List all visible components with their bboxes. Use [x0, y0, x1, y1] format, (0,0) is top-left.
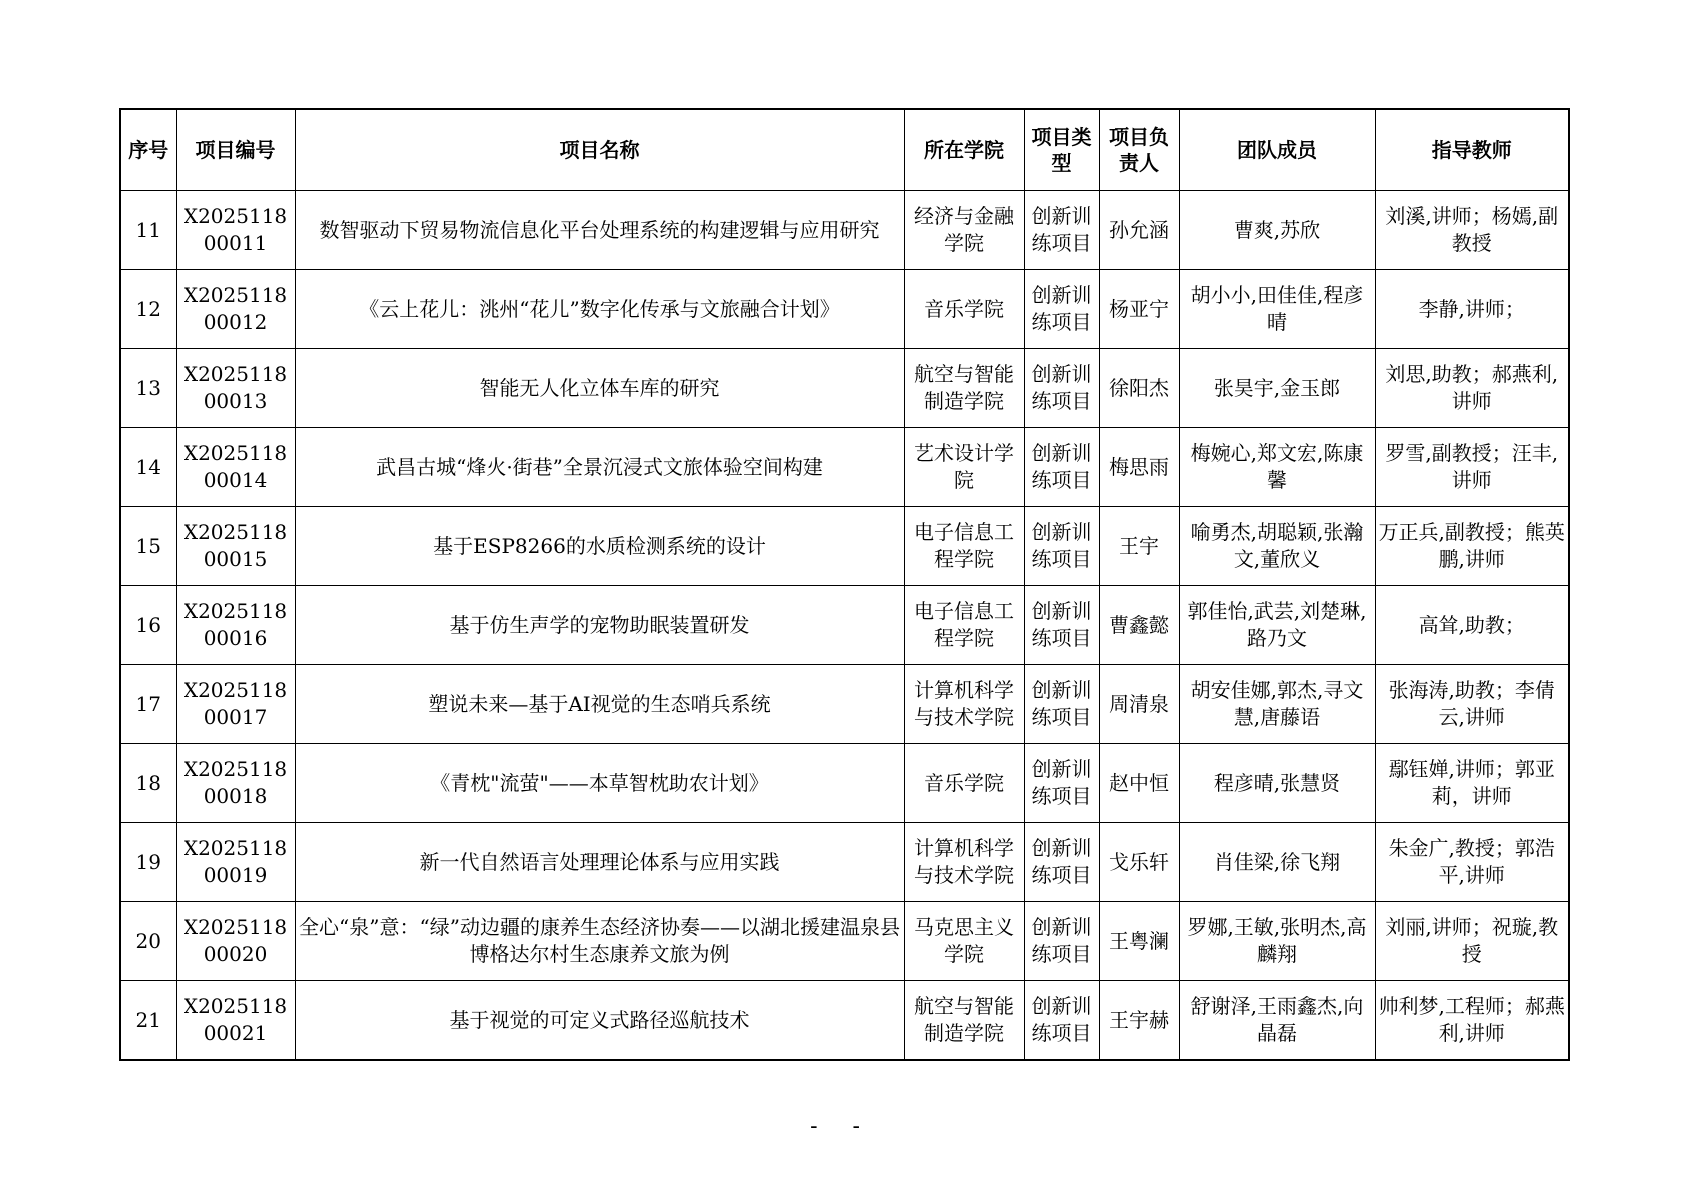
table-row	[120, 981, 1569, 1061]
cell-seq: 12	[120, 270, 176, 349]
cell-members: 胡小小,田佳佳,程彦晴	[1179, 270, 1375, 349]
cell-advisor: 鄢钰婵,讲师；郭亚莉，讲师	[1375, 744, 1569, 823]
cell-name: 基于视觉的可定义式路径巡航技术	[295, 981, 904, 1061]
cell-seq: 21	[120, 981, 176, 1061]
cell-advisor: 朱金广,教授；郭浩平,讲师	[1375, 823, 1569, 902]
cell-seq: 13	[120, 349, 176, 428]
cell-type: 创新训练项目	[1024, 823, 1099, 902]
cell-seq: 16	[120, 586, 176, 665]
cell-leader: 曹鑫懿	[1099, 586, 1179, 665]
table-row	[120, 823, 1569, 902]
cell-college: 电子信息工程学院	[904, 507, 1024, 586]
cell-name: 数智驱动下贸易物流信息化平台处理系统的构建逻辑与应用研究	[295, 191, 904, 270]
table-row	[120, 586, 1569, 665]
cell-type: 创新训练项目	[1024, 665, 1099, 744]
header-college: 所在学院	[904, 109, 1024, 191]
cell-name: 武昌古城“烽火·街巷”全景沉浸式文旅体验空间构建	[295, 428, 904, 507]
table-row	[120, 507, 1569, 586]
cell-college: 经济与金融学院	[904, 191, 1024, 270]
cell-code: X202511800012	[176, 270, 295, 349]
cell-leader: 周清泉	[1099, 665, 1179, 744]
cell-name: 基于ESP8266的水质检测系统的设计	[295, 507, 904, 586]
header-code: 项目编号	[176, 109, 295, 191]
cell-type: 创新训练项目	[1024, 981, 1099, 1061]
cell-name: 《云上花儿：洮州“花儿”数字化传承与文旅融合计划》	[295, 270, 904, 349]
cell-leader: 王宇赫	[1099, 981, 1179, 1061]
cell-code: X202511800018	[176, 744, 295, 823]
cell-leader: 王宇	[1099, 507, 1179, 586]
cell-college: 计算机科学与技术学院	[904, 665, 1024, 744]
header-name: 项目名称	[295, 109, 904, 191]
cell-seq: 20	[120, 902, 176, 981]
project-table	[119, 108, 1570, 1061]
header-leader: 项目负责人	[1099, 109, 1179, 191]
cell-code: X202511800015	[176, 507, 295, 586]
cell-seq: 17	[120, 665, 176, 744]
cell-code: X202511800016	[176, 586, 295, 665]
cell-advisor: 罗雪,副教授；汪丰,讲师	[1375, 428, 1569, 507]
cell-members: 程彦晴,张慧贤	[1179, 744, 1375, 823]
cell-name: 《青枕"流萤"——本草智枕助农计划》	[295, 744, 904, 823]
table-row	[120, 349, 1569, 428]
cell-type: 创新训练项目	[1024, 586, 1099, 665]
cell-leader: 戈乐轩	[1099, 823, 1179, 902]
cell-members: 胡安佳娜,郭杰,寻文慧,唐藤语	[1179, 665, 1375, 744]
cell-type: 创新训练项目	[1024, 270, 1099, 349]
cell-advisor: 高耸,助教；	[1375, 586, 1569, 665]
header-row	[120, 109, 1569, 191]
header-advisor: 指导教师	[1375, 109, 1569, 191]
cell-advisor: 刘丽,讲师；祝璇,教授	[1375, 902, 1569, 981]
cell-code: X202511800014	[176, 428, 295, 507]
cell-name: 全心“泉”意：“绿”动边疆的康养生态经济协奏——以湖北援建温泉县博格达尔村生态康养文旅为例	[295, 902, 904, 981]
cell-type: 创新训练项目	[1024, 902, 1099, 981]
cell-code: X202511800017	[176, 665, 295, 744]
cell-type: 创新训练项目	[1024, 428, 1099, 507]
table-row	[120, 191, 1569, 270]
cell-advisor: 万正兵,副教授；熊英鹏,讲师	[1375, 507, 1569, 586]
table-row	[120, 428, 1569, 507]
cell-name: 智能无人化立体车库的研究	[295, 349, 904, 428]
cell-members: 肖佳梁,徐飞翔	[1179, 823, 1375, 902]
cell-college: 音乐学院	[904, 744, 1024, 823]
cell-type: 创新训练项目	[1024, 191, 1099, 270]
cell-college: 马克思主义学院	[904, 902, 1024, 981]
table-row	[120, 665, 1569, 744]
cell-leader: 梅思雨	[1099, 428, 1179, 507]
cell-leader: 徐阳杰	[1099, 349, 1179, 428]
cell-college: 音乐学院	[904, 270, 1024, 349]
cell-advisor: 帅利梦,工程师；郝燕利,讲师	[1375, 981, 1569, 1061]
cell-code: X202511800020	[176, 902, 295, 981]
header-type: 项目类型	[1024, 109, 1099, 191]
table-row	[120, 744, 1569, 823]
cell-code: X202511800011	[176, 191, 295, 270]
cell-advisor: 张海涛,助教；李倩云,讲师	[1375, 665, 1569, 744]
cell-members: 罗娜,王敏,张明杰,高麟翔	[1179, 902, 1375, 981]
cell-leader: 王粤澜	[1099, 902, 1179, 981]
cell-type: 创新训练项目	[1024, 744, 1099, 823]
cell-leader: 孙允涵	[1099, 191, 1179, 270]
cell-code: X202511800021	[176, 981, 295, 1061]
cell-type: 创新训练项目	[1024, 507, 1099, 586]
page-marker: - -	[810, 1114, 874, 1139]
header-members: 团队成员	[1179, 109, 1375, 191]
cell-members: 郭佳怡,武芸,刘楚琳,路乃文	[1179, 586, 1375, 665]
table-row	[120, 270, 1569, 349]
cell-seq: 18	[120, 744, 176, 823]
cell-members: 喻勇杰,胡聪颖,张瀚文,董欣义	[1179, 507, 1375, 586]
cell-code: X202511800013	[176, 349, 295, 428]
cell-code: X202511800019	[176, 823, 295, 902]
cell-name: 塑说未来—基于AI视觉的生态哨兵系统	[295, 665, 904, 744]
table-row	[120, 902, 1569, 981]
cell-advisor: 刘溪,讲师；杨嫣,副教授	[1375, 191, 1569, 270]
cell-seq: 14	[120, 428, 176, 507]
cell-members: 梅婉心,郑文宏,陈康馨	[1179, 428, 1375, 507]
cell-college: 航空与智能制造学院	[904, 349, 1024, 428]
cell-members: 舒谢泽,王雨鑫杰,向晶磊	[1179, 981, 1375, 1061]
cell-name: 基于仿生声学的宠物助眠装置研发	[295, 586, 904, 665]
cell-seq: 19	[120, 823, 176, 902]
cell-members: 张昊宇,金玉郎	[1179, 349, 1375, 428]
header-seq: 序号	[120, 109, 176, 191]
cell-advisor: 刘思,助教；郝燕利,讲师	[1375, 349, 1569, 428]
cell-seq: 11	[120, 191, 176, 270]
cell-college: 电子信息工程学院	[904, 586, 1024, 665]
cell-college: 艺术设计学院	[904, 428, 1024, 507]
cell-seq: 15	[120, 507, 176, 586]
cell-leader: 杨亚宁	[1099, 270, 1179, 349]
cell-advisor: 李静,讲师；	[1375, 270, 1569, 349]
cell-college: 计算机科学与技术学院	[904, 823, 1024, 902]
cell-type: 创新训练项目	[1024, 349, 1099, 428]
cell-leader: 赵中恒	[1099, 744, 1179, 823]
cell-name: 新一代自然语言处理理论体系与应用实践	[295, 823, 904, 902]
cell-members: 曹爽,苏欣	[1179, 191, 1375, 270]
cell-college: 航空与智能制造学院	[904, 981, 1024, 1061]
